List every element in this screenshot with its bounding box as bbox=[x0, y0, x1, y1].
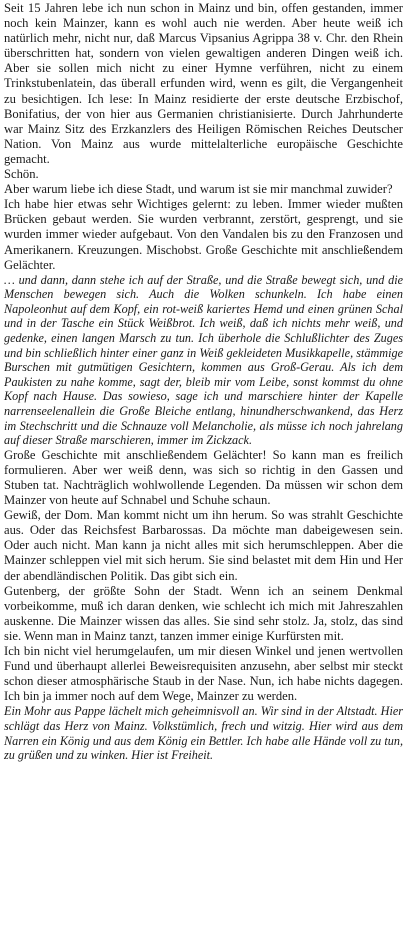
paragraph-italic-street: … und dann, dann stehe ich auf der Straße, und die Straße bewegt sich, und die Menschen bewegen sich. Auch die Wolken schunkeln. Ich habe einen Napoleonhut auf dem Kopf, ein rot-weiß kariertes Hemd und einen grünen Schal und in der Tasche ein Stück Weißbrot. Ich weiß, daß ich nichts mehr weiß, und gedenke, einen langen Marsch zu tun. Ich überhole die Schlußlichter des Zuges und bin schließlich hinter einer ganz in Weiß gekleideten Musikkapelle, stämmige Burschen mit gutmütigen Gesichtern, kommen aus Groß-Gerau. Als ich dem Paukisten zu nahe komme, sagt der, bleib mir vom Leibe, sonst kommst du ohne Kopf nach Hause. Das sowieso, sage ich und marschiere hinter der Kapelle narrenseelenallein die Große Bleiche entlang, hinundherschwankend, das Herz im Stechschritt und die Schnauze voll Melancholie, als müsse ich noch jahrelang auf dieser Straße marschieren, immer im Zickzack. bbox=[4, 272, 403, 448]
paragraph-schoen: Schön. bbox=[4, 167, 39, 182]
paragraph-great-history: Große Geschichte mit anschließendem Gelächter! So kann man es freilich formulieren. Aber wer weiß denn, was sich so richtig in den Gassen und Stuben tat. Nachträglich wohlwollende Legenden. Da müssen wir schon dem Mainzer von heute auf Schnabel und Schuhe schaun. bbox=[4, 447, 403, 508]
paragraph-question: Aber warum liebe ich diese Stadt, und warum ist sie mir manchmal zuwider? bbox=[4, 182, 393, 197]
paragraph-gutenberg: Gutenberg, der größte Sohn der Stadt. Wenn ich an seinem Denkmal vorbeikomme, muß ich daran denken, wie schlecht ich mich mit Jahreszahlen auskenne. Die Mainzer wissen das alles. Sie sind sehr stolz. Ja, stolz, das sind sie. Wenn man in Mainz tanzt, tanzen immer einige Kurfürsten mit. bbox=[4, 583, 403, 643]
paragraph-becoming-mainzer: Ich bin nicht viel herumgelaufen, um mir diesen Winkel und jenen wertvollen Fund und überhaupt allerlei Beweisrequisiten anzusehn, aber selbst mir steckt schon dieser atmosphärische Staub in der Nase. Nun, ich habe nichts dagegen. Ich bin ja immer noch auf dem Wege, Mainzer zu werden. bbox=[4, 644, 403, 704]
paragraph-intro: Seit 15 Jahren lebe ich nun schon in Mainz und bin, offen gestanden, immer noch kein Mainzer, kann es wohl auch nie werden. Aber heute weiß ich natürlich mehr, nicht nur, daß Marcus Vipsanius Agrippa 38 v. Chr. den Rhein überschritten hat, sondern von vielen gewaltigen anderen Dingen weiß ich. Aber sie sollen mich nicht zu einer Hymne verführen, nicht zu einem Trinkstubenlatein, das überall erfunden wird, wenn es gilt, die Vergangenheit zu besichtigen. Ich lese: In Mainz residierte der erste deutsche Erzbischof, Bonifatius, der von hier aus Germanien christianisierte. Durch Jahrhunderte war Mainz Sitz des Erzkanzlers des Heiligen Römischen Reiches Deutscher Nation. Von Mainz aus wurde mittelalterliche europäische Geschichte gemacht. bbox=[4, 1, 403, 166]
paragraph-italic-altstadt: Ein Mohr aus Pappe lächelt mich geheimnisvoll an. Wir sind in der Altstadt. Hier schlägt das Herz von Mainz. Volkstümlich, frech und witzig. Hier wird aus dem Narren ein König und aus dem König ein Bettler. Ich habe alle Hände voll zu tun, zu grüßen und zu winken. Hier ist Freiheit. bbox=[4, 704, 403, 763]
paragraph-cathedral: Gewiß, der Dom. Man kommt nicht um ihn herum. So was strahlt Geschichte aus. Oder das Reichsfest Barbarossas. Da möchte man dabeigewesen sein. Oder auch nicht. Man kann ja nicht alles mit sich herumschleppen. Aber die Mainzer schleppen viel mit sich herum. Sie sind belastet mit dem Hin und Her der abendländischen Politik. Das gibt sich ein. bbox=[4, 508, 403, 583]
paragraph-learned-to-live: Ich habe hier etwas sehr Wichtiges gelernt: zu leben. Immer wieder mußten Brücken gebaut werden. Sie wurden verbrannt, zerstört, gesprengt, und sie wurden immer wieder aufgebaut. Von den Vandalen bis zu den Franzosen und Amerikanern. Kreuzungen. Mischobst. Große Geschichte mit anschließendem Gelächter. bbox=[4, 197, 403, 272]
